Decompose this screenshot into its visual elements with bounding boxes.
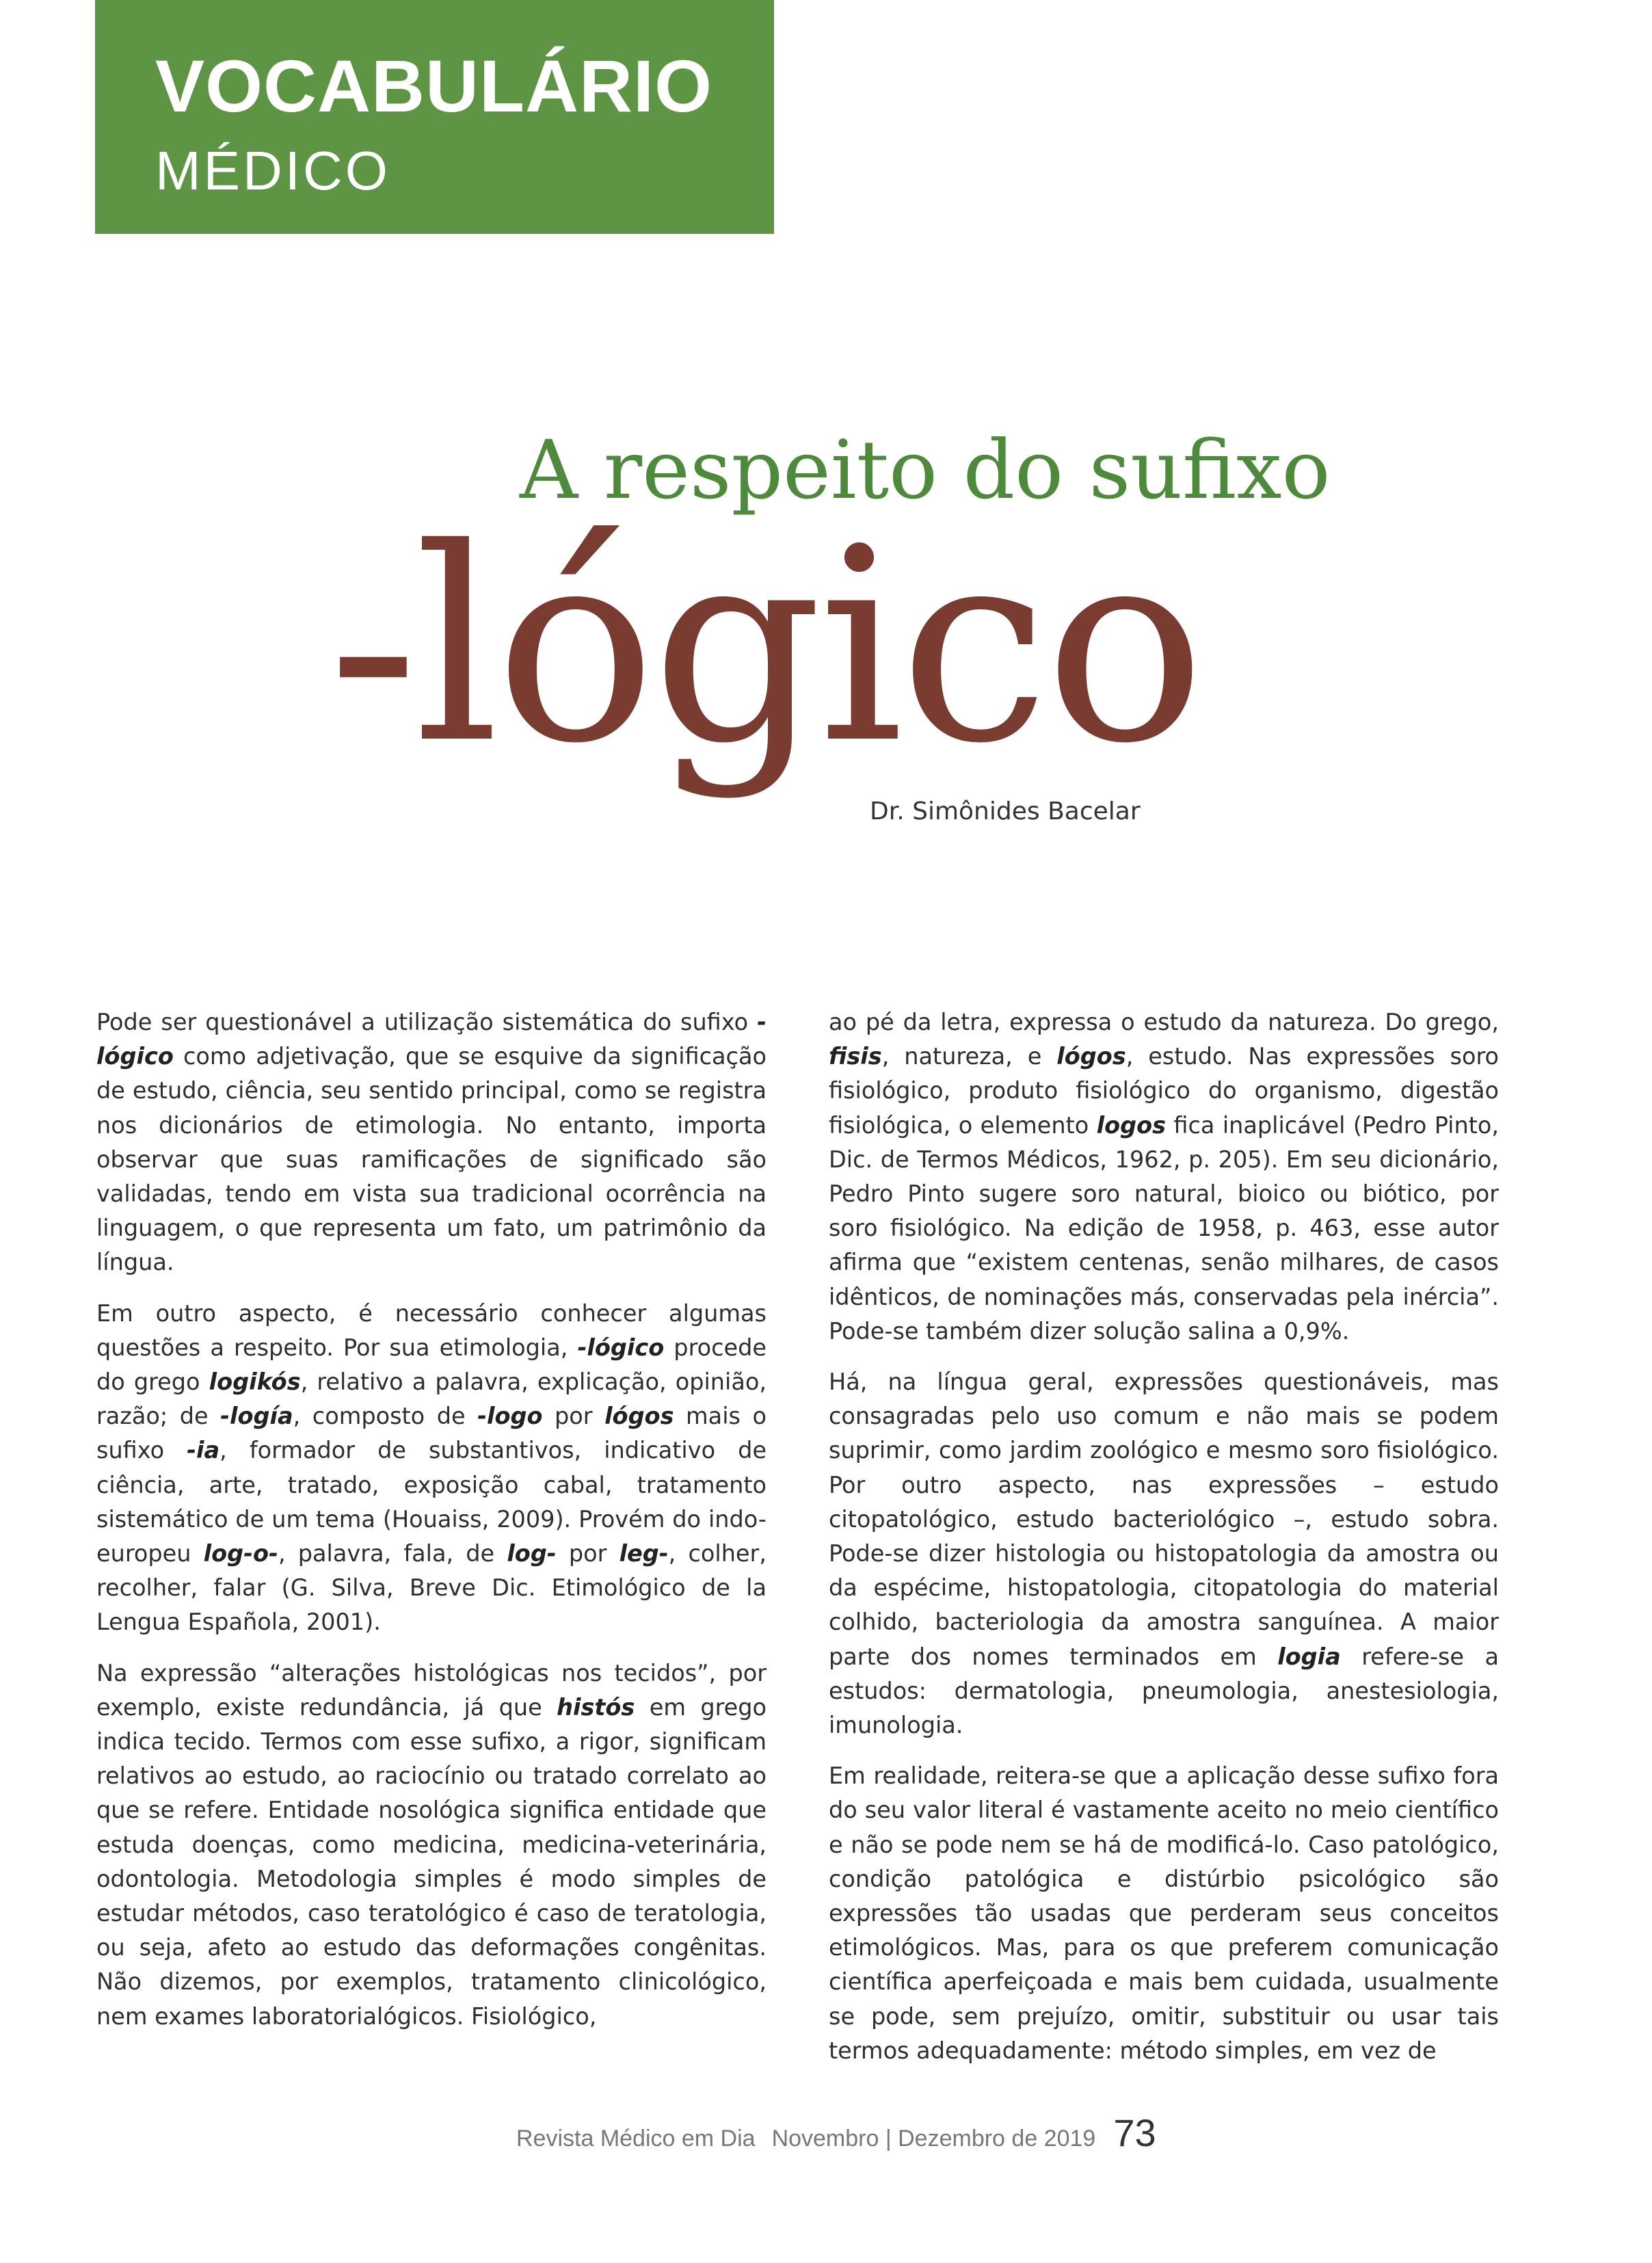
text-run: refere-se a estudos: dermatologia, pneumologia, anestesiologia, imunologia. (829, 1643, 1499, 1739)
term-emphasis: -logo (477, 1403, 543, 1430)
text-run: em grego indica tecido. Termos com esse sufixo, a rigor, significam relativos ao estudo, ao raciocínio ou tratado correlato ao que se refere. Entidade nosológica significa entidade que estuda doenças, como medicina, medicina-veterinária, odontologia. Metodologia simples é modo simples de estudar métodos, caso teratológico é caso de teratologia, ou seja, afeto ao estudo das deformações congênitas. Não dizemos, por exemplos, tratamento clinicológico, nem exames laboratorialógicos. Fisiológico, (96, 1693, 767, 2030)
body-paragraph (96, 1656, 767, 2034)
footer-issue: Novembro | Dezembro de 2019 (771, 2126, 1096, 2152)
term-emphasis: lógos (1056, 1043, 1126, 1070)
term-emphasis: histós (557, 1693, 635, 1721)
term-emphasis: fisis (829, 1043, 882, 1070)
text-run: Há, na língua geral, expressões questionáveis, mas consagradas pelo uso comum e não mais se podem suprimir, como jardim zoológico e mesmo soro fisiológico. Por outro aspecto, nas expressões – estudo citopatológico, estudo bacteriológico –, estudo sobra. Pode-se dizer histologia ou histopatologia da amostra ou da espécime, histopatologia, citopatologia do material colhido, bacteriologia da amostra sanguínea. A maior parte dos nomes terminados em (829, 1368, 1499, 1670)
text-run: Pode ser questionável a utilização sistemática do sufixo (96, 1009, 758, 1035)
text-run: , formador de substantivos, indicativo de ciência, arte, tratado, exposição cabal, tratamento sistemático de um tema (Houaiss, 2009). Provém do indo-europeu (96, 1437, 767, 1567)
text-run: , relativo a palavra, explicação, opinião, razão; de (96, 1368, 767, 1430)
footer-magazine: Revista Médico em Dia (516, 2126, 756, 2152)
text-run: Na expressão “alterações histológicas nos tecidos”, por exemplo, existe redundância, já que (96, 1659, 767, 1721)
body-paragraph (96, 1005, 767, 1280)
term-emphasis: leg- (619, 1540, 669, 1567)
article-author: Dr. Simônides Bacelar (870, 797, 1141, 825)
page-footer (516, 2110, 1156, 2155)
term-emphasis: lógos (604, 1403, 674, 1430)
section-header (95, 0, 774, 234)
term-emphasis: logikós (209, 1368, 301, 1396)
term-emphasis: -lógico (577, 1334, 665, 1361)
body-column-right (829, 1005, 1499, 2085)
article-kicker: A respeito do sufixo (520, 423, 1331, 517)
body-paragraph (829, 1005, 1499, 1349)
text-run: por (542, 1403, 605, 1430)
text-run: por (556, 1540, 620, 1567)
term-emphasis: -ia (187, 1437, 220, 1464)
text-run: , natureza, e (881, 1043, 1057, 1070)
text-run: procede do grego (96, 1334, 767, 1396)
text-run: , composto de (293, 1403, 478, 1430)
body-column-left (96, 1005, 767, 2050)
text-run: , colher, recolher, falar (G. Silva, Breve Dic. Etimológico de la Lengua Española, 2001). (96, 1540, 767, 1636)
text-run: , estudo. Nas expressões soro fisiológico, produto fisiológico do organismo, digestão fisiológica, o elemento (829, 1043, 1499, 1139)
section-title: VOCABULÁRIO (155, 44, 712, 127)
text-run: , palavra, fala, de (278, 1540, 507, 1567)
term-emphasis: logia (1277, 1643, 1341, 1670)
page-number: 73 (1113, 2111, 1156, 2154)
term-emphasis: -logía (220, 1403, 293, 1430)
text-run: fica inaplicável (Pedro Pinto, Dic. de Termos Médicos, 1962, p. 205). Em seu dicionário, Pedro Pinto sugere soro natural, bioico ou biótico, por soro fisiológico. Na edição de 1958, p. 463, esse autor afirma que “existem centenas, senão milhares, de casos idênticos, de nominações más, conservadas pela inércia”. Pode-se também dizer solução salina a 0,9%. (829, 1111, 1499, 1345)
text-run: mais o sufixo (96, 1403, 767, 1464)
term-emphasis: logos (1096, 1111, 1167, 1139)
text-run: Em realidade, reitera-se que a aplicação desse sufixo fora do seu valor literal é vastamente aceito no meio científico e não se pode nem se há de modificá-lo. Caso patológico, condição patológica e distúrbio psicológico são expressões tão usadas que perderam seus conceitos etimológicos. Mas, para os que preferem comunicação científica aperfeiçoada e mais bem cuidada, usualmente se pode, sem prejuízo, omitir, substituir ou usar tais termos adequadamente: método simples, em vez de (829, 1762, 1499, 2064)
text-run: Em outro aspecto, é necessário conhecer algumas questões a respeito. Por sua etimologia, (96, 1299, 767, 1361)
section-subtitle: MÉDICO (155, 140, 390, 201)
body-paragraph (829, 1365, 1499, 1743)
term-emphasis: log-o- (203, 1540, 278, 1567)
text-run: ao pé da letra, expressa o estudo da natureza. Do grego, (829, 1009, 1499, 1035)
body-paragraph (96, 1297, 767, 1640)
term-emphasis: log- (507, 1540, 557, 1567)
body-paragraph (829, 1759, 1499, 2068)
text-run: como adjetivação, que se esquive da significação de estudo, ciência, seu sentido principal, como se registra nos dicionários de etimologia. No entanto, importa observar que suas ramificações de significado são validadas, tendo em vista sua tradicional ocorrência na linguagem, o que representa um fato, um patrimônio da língua. (96, 1043, 767, 1276)
article-title: -lógico (328, 491, 1201, 802)
term-emphasis: -lógico (96, 1009, 767, 1070)
